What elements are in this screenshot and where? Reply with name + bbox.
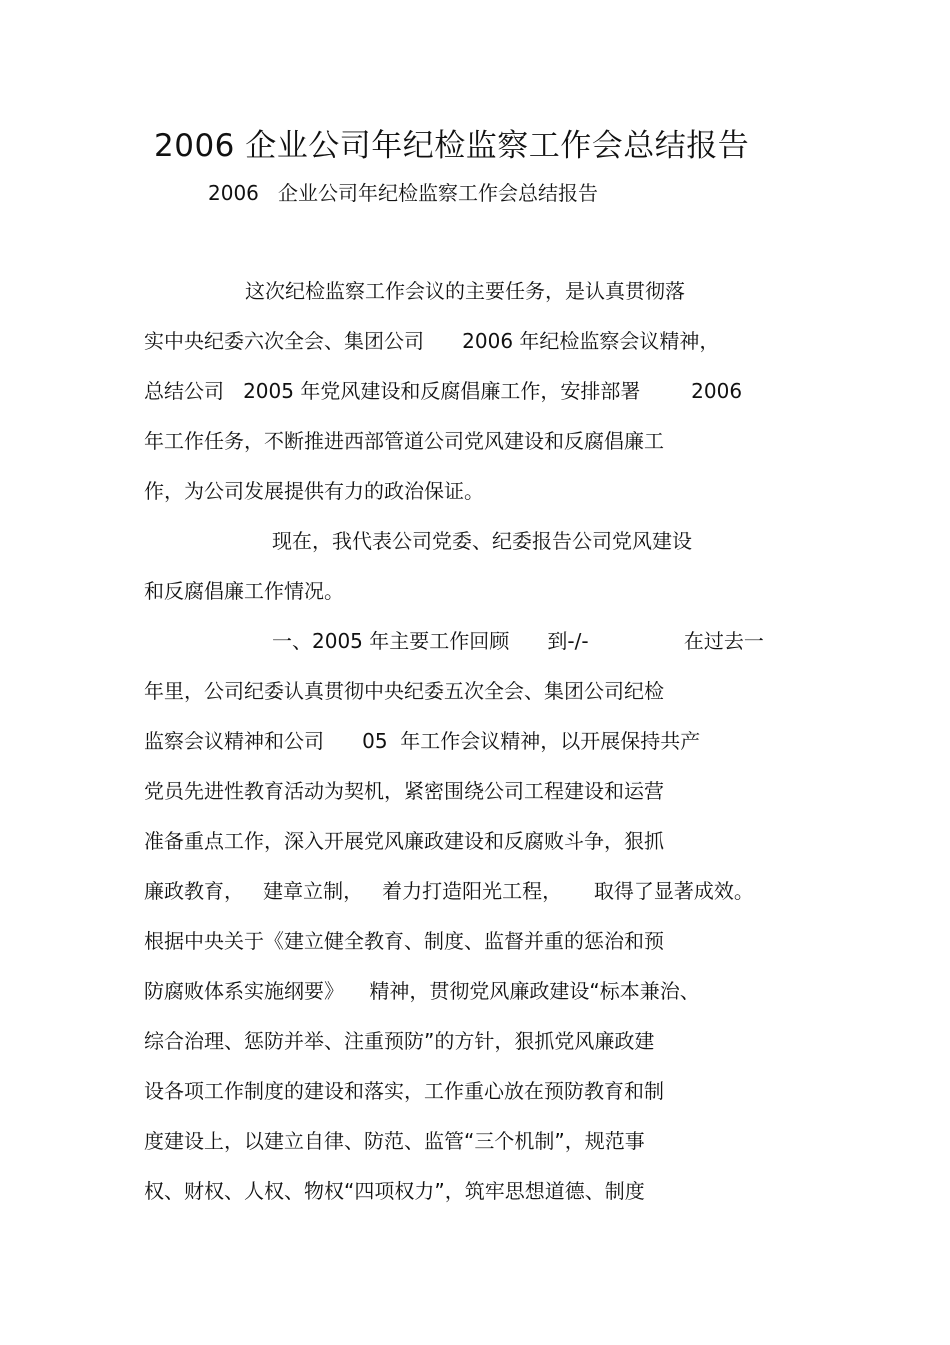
body-line: 党员先进性教育活动为契机，紧密围绕公司工程建设和运营 — [144, 779, 664, 803]
document-subtitle: 2006 企业公司年纪检监察工作会总结报告 — [208, 181, 598, 205]
body-line: 现在，我代表公司党委、纪委报告公司党风建设 — [272, 529, 692, 553]
body-line: 年工作任务，不断推进西部管道公司党风建设和反腐倡廉工 — [144, 429, 664, 453]
body-line: 年里，公司纪委认真贯彻中央纪委五次全会、集团公司纪检 — [144, 679, 664, 703]
section-heading: 一、2005 年主要工作回顾 到-/- 在过去一 — [272, 629, 764, 653]
body-line: 综合治理、惩防并举、注重预防”的方针，狠抓党风廉政建 — [144, 1029, 655, 1053]
body-line: 防腐败体系实施纲要》 精神，贯彻党风廉政建设“标本兼治、 — [144, 979, 700, 1003]
body-line: 监察会议精神和公司 05 年工作会议精神，以开展保持共产 — [144, 729, 701, 753]
document-title: 2006 企业公司年纪检监察工作会总结报告 — [154, 128, 750, 164]
body-line: 度建设上，以建立自律、防范、监管“三个机制”，规范事 — [144, 1129, 645, 1153]
body-line: 廉政教育， 建章立制， 着力打造阳光工程， 取得了显著成效。 — [144, 879, 754, 903]
body-line: 这次纪检监察工作会议的主要任务，是认真贯彻落 — [245, 279, 685, 303]
body-line: 权、财权、人权、物权“四项权力”，筑牢思想道德、制度 — [144, 1179, 645, 1203]
body-line: 设各项工作制度的建设和落实，工作重心放在预防教育和制 — [144, 1079, 664, 1103]
body-line: 准备重点工作，深入开展党风廉政建设和反腐败斗争，狠抓 — [144, 829, 664, 853]
body-line: 实中央纪委六次全会、集团公司 2006 年纪检监察会议精神， — [144, 329, 720, 353]
body-line: 和反腐倡廉工作情况。 — [144, 579, 344, 603]
body-line: 作，为公司发展提供有力的政治保证。 — [144, 479, 484, 503]
body-line: 总结公司 2005 年党风建设和反腐倡廉工作，安排部署 2006 — [144, 379, 743, 403]
body-line: 根据中央关于《建立健全教育、制度、监督并重的惩治和预 — [144, 929, 664, 953]
